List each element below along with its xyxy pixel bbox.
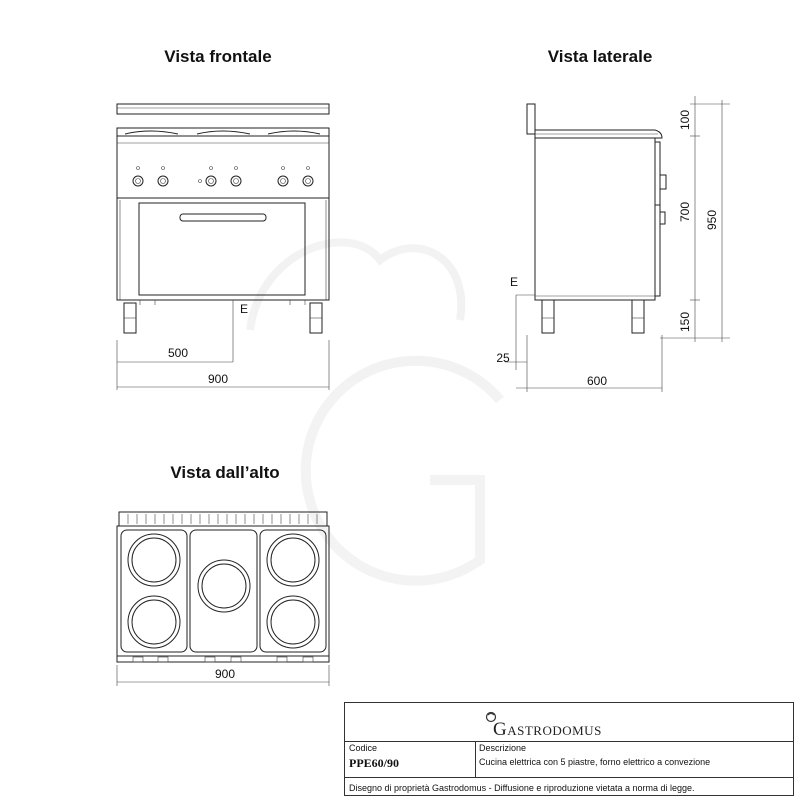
product-code: PPE60/90: [349, 756, 399, 770]
brand-area: [345, 703, 793, 742]
side-view-title: Vista laterale: [547, 47, 653, 66]
code-description-row: [345, 741, 793, 778]
control-knobs: [133, 167, 313, 187]
side-dim-total: 950: [705, 209, 719, 231]
side-e-label: E: [510, 275, 519, 289]
front-e-label: E: [240, 302, 249, 316]
hot-plates: [128, 534, 319, 648]
code-label: Codice: [349, 743, 378, 753]
side-view: [496, 96, 730, 392]
ownership-notice: Disegno di proprietà Gastrodomus - Diffusione e riproduzione vietata a norma di legge.: [349, 783, 695, 793]
description-label: Descrizione: [479, 743, 527, 753]
top-dim-width: 900: [214, 667, 236, 681]
title-block: [344, 702, 794, 796]
top-view-title: Vista dall’alto: [170, 463, 280, 482]
front-dim-e-offset: 500: [167, 346, 189, 360]
front-view-title: Vista frontale: [164, 47, 272, 66]
side-dim-offset: 25: [496, 351, 510, 365]
side-dim-body: 700: [678, 201, 692, 223]
top-view: [117, 512, 329, 686]
code-cell: [345, 741, 476, 777]
product-description: Cucina elettrica con 5 piastre, forno elettrico a convezione: [479, 757, 711, 767]
front-view: [117, 104, 329, 390]
brand-name: Gastrodomus: [493, 719, 602, 740]
front-dim-width: 900: [207, 372, 229, 386]
side-dim-legs: 150: [678, 311, 692, 333]
side-dim-top: 100: [678, 109, 692, 131]
description-cell: [475, 741, 793, 777]
side-dim-depth: 600: [586, 374, 608, 388]
